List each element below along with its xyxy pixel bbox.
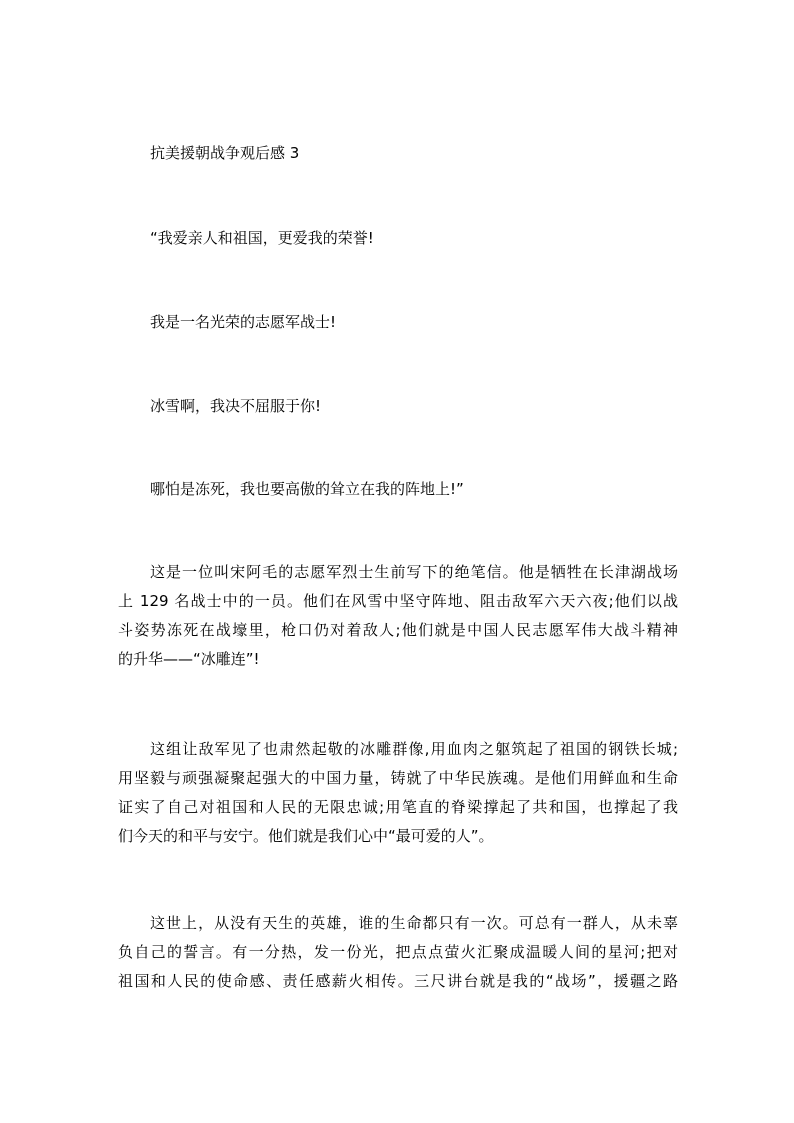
paragraph-1 xyxy=(118,558,678,674)
poem-line: 冰雪啊，我决不屈服于你! xyxy=(150,397,322,415)
paragraph-line: 这世上，从没有天生的英雄，谁的生命都只有一次。可总有一群人，从未辜 xyxy=(150,914,678,932)
poem-line: 我是一名光荣的志愿军战士! xyxy=(150,313,337,331)
poem-line: “我爱亲人和祖国，更爱我的荣誉! xyxy=(150,229,374,247)
paragraph-line: 上 129 名战士中的一员。他们在风雪中坚守阵地、阻击敌军六天六夜;他们以战 xyxy=(118,592,678,610)
paragraph-line: 这是一位叫宋阿毛的志愿军烈士生前写下的绝笔信。他是牺牲在长津湖战场 xyxy=(150,563,678,581)
paragraph-line: 们今天的和平与安宁。他们就是我们心中“最可爱的人”。 xyxy=(118,827,494,845)
poem-line: 哪怕是冻死，我也要高傲的耸立在我的阵地上!” xyxy=(150,480,464,498)
document-title: 抗美援朝战争观后感 3 xyxy=(150,144,300,162)
paragraph-line: 用坚毅与顽强凝聚起强大的中国力量，铸就了中华民族魂。是他们用鲜血和生命 xyxy=(118,769,678,787)
paragraph-line: 斗姿势冻死在战壕里，枪口仍对着敌人;他们就是中国人民志愿军伟大战斗精神 xyxy=(118,621,678,639)
paragraph-3 xyxy=(118,909,678,996)
paragraph-2 xyxy=(118,735,678,851)
paragraph-line: 负自己的誓言。有一分热，发一份光，把点点萤火汇聚成温暖人间的星河;把对 xyxy=(118,943,678,961)
paragraph-line: 证实了自己对祖国和人民的无限忠诚;用笔直的脊梁撑起了共和国，也撑起了我 xyxy=(118,798,678,816)
paragraph-line: 这组让敌军见了也肃然起敬的冰雕群像,用血肉之躯筑起了祖国的钢铁长城; xyxy=(150,740,678,758)
paragraph-line: 的升华——“冰雕连”! xyxy=(118,650,260,668)
paragraph-line: 祖国和人民的使命感、责任感薪火相传。三尺讲台就是我的“战场”，援疆之路 xyxy=(118,972,678,990)
